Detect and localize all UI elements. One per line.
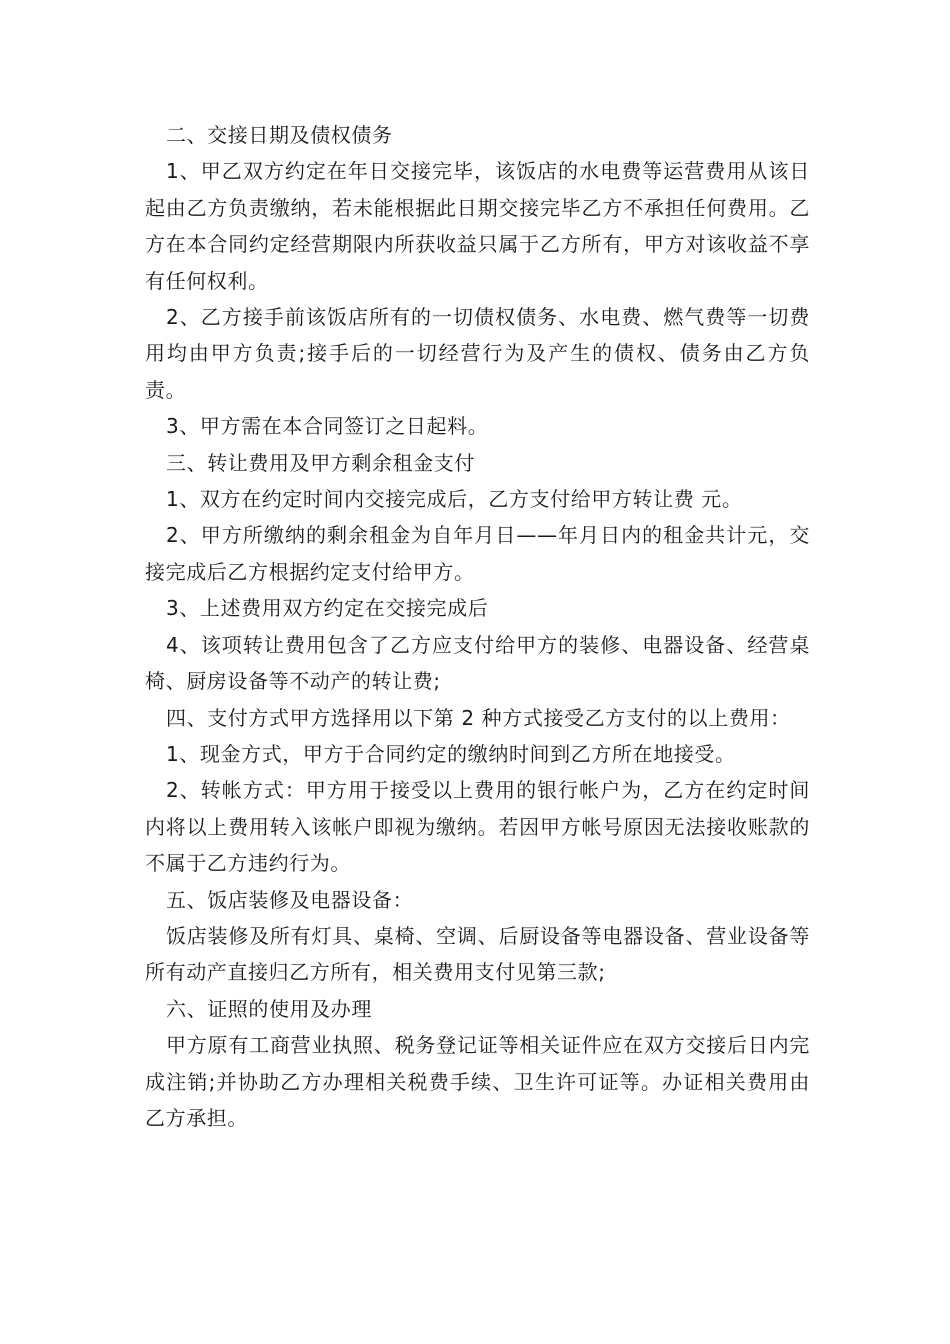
clause-paragraph: 2、转帐方式：甲方用于接受以上费用的银行帐户为，乙方在约定时间内将以上费用转入该帐户即视为缴纳。若因甲方帐号原因无法接收账款的不属于乙方违约行为。 [145, 778, 810, 876]
clause-paragraph: 饭店装修及所有灯具、桌椅、空调、后厨设备等电器设备、营业设备等所有动产直接归乙方所有，相关费用支付见第三款; [145, 923, 810, 985]
clause-paragraph: 3、上述费用双方约定在交接完成后 [166, 596, 489, 621]
section-heading-licenses: 六、证照的使用及办理 [166, 996, 372, 1021]
clause-paragraph: 甲方原有工商营业执照、税务登记证等相关证件应在双方交接后日内完成注销;并协助乙方办理相关税费手续、卫生许可证等。办证相关费用由乙方承担。 [145, 1033, 810, 1130]
clause-paragraph: 1、现金方式，甲方于合同约定的缴纳时间到乙方所在地接受。 [166, 741, 736, 766]
section-heading-handover: 二、交接日期及债权债务 [166, 123, 393, 147]
clause-paragraph: 1、甲乙双方约定在年日交接完毕，该饭店的水电费等运营费用从该日起由乙方负责缴纳，若未能根据此日期交接完毕乙方不承担任何费用。乙方在本合同约定经营期限内所获收益只属于乙方所有，甲方对该收益不享有任何权利。 [145, 159, 810, 293]
section-heading-transfer-fee: 三、转让费用及甲方剩余租金支付 [166, 450, 475, 475]
document-body [145, 117, 810, 1136]
clause-paragraph: 2、甲方所缴纳的剩余租金为自年月日——年月日内的租金共计元，交接完成后乙方根据约定支付给甲方。 [145, 523, 810, 584]
clause-paragraph: 3、甲方需在本合同签订之日起料。 [166, 414, 489, 439]
section-heading-payment-method: 四、支付方式甲方选择用以下第 2 种方式接受乙方支付的以上费用： [166, 705, 791, 730]
clause-paragraph: 4、该项转让费用包含了乙方应支付给甲方的装修、电器设备、经营桌椅、厨房设备等不动产的转让费; [145, 632, 810, 694]
clause-paragraph: 1、双方在约定时间内交接完成后，乙方支付给甲方转让费 元。 [166, 487, 743, 512]
clause-paragraph: 2、乙方接手前该饭店所有的一切债权债务、水电费、燃气费等一切费用均由甲方负责;接手后的一切经营行为及产生的债权、债务由乙方负责。 [145, 305, 810, 402]
section-heading-decoration: 五、饭店装修及电器设备： [166, 887, 414, 912]
